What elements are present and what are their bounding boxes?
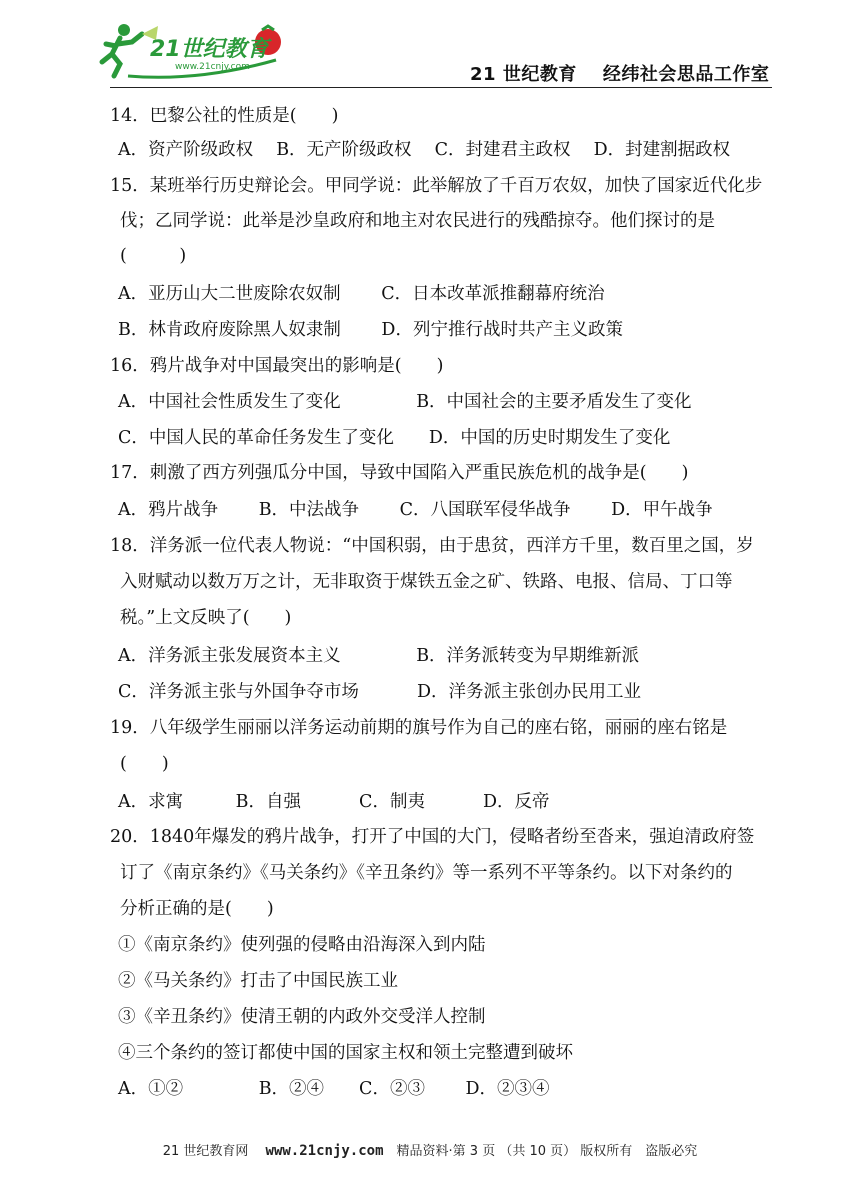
question-15-stem-1: 15．某班举行历史辩论会。甲同学说：此举解放了千百万农奴，加快了国家近代化步 (110, 176, 763, 196)
header-brand (470, 60, 795, 86)
question-17-options: A．鸦片战争 B．中法战争 C．八国联军侵华战争 D．甲午战争 (118, 500, 713, 520)
header-rule (110, 87, 772, 88)
question-18-stem-2: 入财赋动以数万万之计，无非取资于煤铁五金之矿、铁路、电报、信局、丁口等 (120, 572, 733, 592)
question-19-stem-2: ( ) (120, 754, 169, 774)
question-16-options-1: A．中国社会性质发生了变化 B．中国社会的主要矛盾发生了变化 (118, 392, 692, 412)
question-18-stem-3: 税。”上文反映了( ) (120, 608, 292, 628)
brand-right: 经纬社会思品工作室 (602, 64, 770, 85)
question-18-options-2: C．洋务派主张与外国争夺市场 D．洋务派主张创办民用工业 (118, 682, 641, 702)
brand-left: 21 世纪教育 (470, 64, 577, 85)
question-14-options: A．资产阶级政权 B．无产阶级政权 C．封建君主政权 D．封建割据政权 (118, 140, 731, 160)
question-20-statement-4: ④三个条约的签订都使中国的国家主权和领土完整遭到破坏 (118, 1043, 573, 1063)
question-20-stem-1: 20．1840年爆发的鸦片战争，打开了中国的大门，侵略者纷至沓来，强迫清政府签 (110, 827, 755, 847)
question-20-statement-2: ②《马关条约》打击了中国民族工业 (118, 971, 398, 991)
question-20-statement-1: ①《南京条约》使列强的侵略由沿海深入到内陆 (118, 935, 486, 955)
question-15-stem-2: 伐；乙同学说：此举是沙皇政府和地主对农民进行的残酷掠夺。他们探讨的是 (120, 211, 715, 231)
question-20-statement-3: ③《辛丑条约》使清王朝的内政外交受洋人控制 (118, 1007, 486, 1027)
question-19-stem-1: 19．八年级学生丽丽以洋务运动前期的旗号作为自己的座右铭，丽丽的座右铭是 (110, 718, 728, 738)
question-18-stem-1: 18．洋务派一位代表人物说：“中国积弱，由于患贫，西洋方千里，数百里之国，岁 (110, 536, 754, 556)
question-18-options-1: A．洋务派主张发展资本主义 B．洋务派转变为早期维新派 (118, 646, 640, 666)
question-20-stem-3: 分析正确的是( ) (120, 899, 274, 919)
question-20-stem-2: 订了《南京条约》《马关条约》《辛丑条约》等一系列不平等条约。以下对条约的 (120, 863, 733, 883)
footer-site: 21 世纪教育网 (162, 1144, 249, 1159)
logo-text: 21世纪教育 (150, 37, 269, 62)
question-19-options: A．求寓 B．自强 C．制夷 D．反帝 (118, 792, 550, 812)
question-16-options-2: C．中国人民的革命任务发生了变化 D．中国的历史时期发生了变化 (118, 428, 671, 448)
question-20-options: A．①② B．②④ C．②③ D．②③④ (118, 1079, 550, 1099)
footer-rest: 精品资料·第 3 页 （共 10 页） 版权所有 盗版必究 (396, 1144, 698, 1159)
question-14-stem: 14．巴黎公社的性质是( ) (110, 106, 339, 126)
question-15-options-1: A．亚历山大二世废除农奴制 C．日本改革派推翻幕府统治 (118, 284, 605, 304)
question-15-options-2: B．林肯政府废除黑人奴隶制 D．列宁推行战时共产主义政策 (118, 320, 623, 340)
question-17-stem: 17．刺激了西方列强瓜分中国，导致中国陷入严重民族危机的战争是( ) (110, 463, 689, 483)
question-15-stem-3: ( ) (120, 246, 187, 266)
page-header (0, 0, 860, 92)
footer-url[interactable]: www.21cnjy.com (265, 1143, 384, 1159)
question-16-stem: 16．鸦片战争对中国最突出的影响是( ) (110, 356, 444, 376)
page-footer (0, 1140, 860, 1159)
logo-url: www.21cnjy.com (175, 62, 250, 72)
